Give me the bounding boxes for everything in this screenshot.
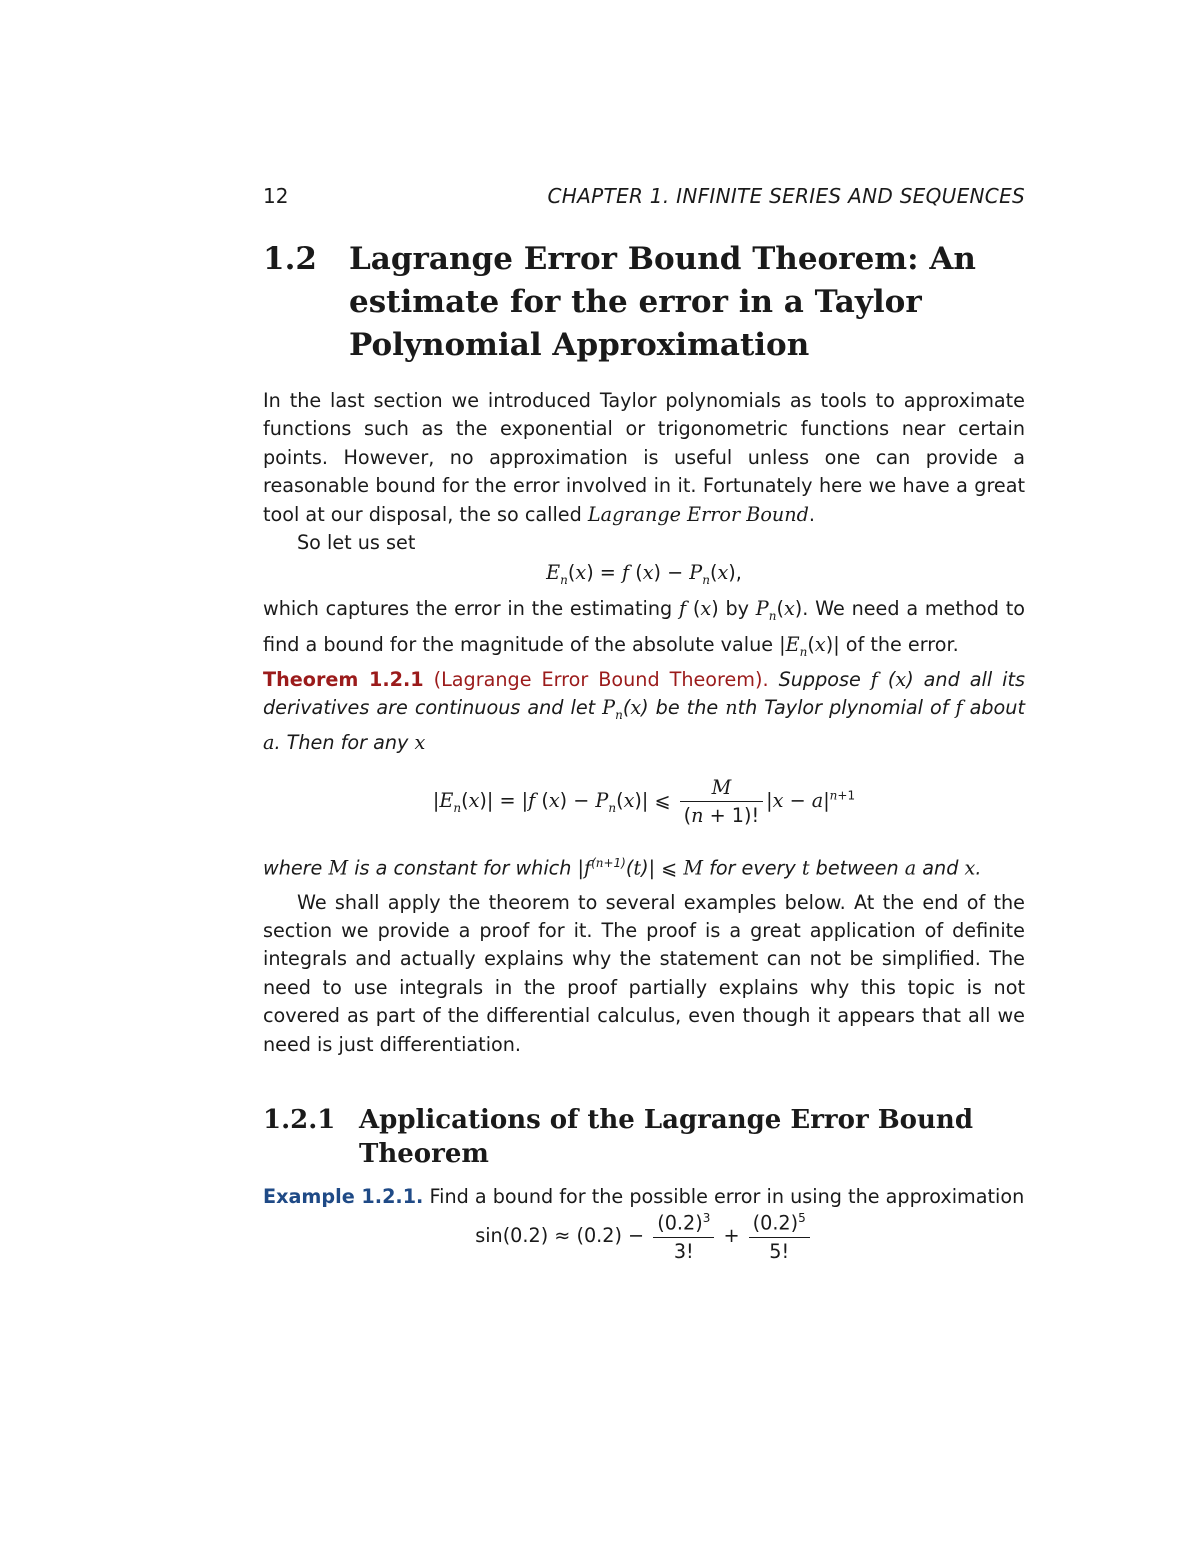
- capture-paragraph: which captures the error in the estimating f (x) by $P_n(x)$. We need a method to find a bound for the magnitude of the absolute value $|E_n(x)|$ of the error.: [263, 597, 1025, 659]
- section-heading: [263, 238, 1025, 367]
- error-definition-equation: $E_n(x) = f$ $(x) - P_n(x)$,: [546, 561, 742, 588]
- section-title: Lagrange Error Bound Theorem: An estimate for the error in a Taylor Polynomial Approximation: [349, 241, 976, 363]
- theorem-label: Theorem 1.2.1: [263, 667, 424, 691]
- subsection-heading: [263, 1103, 1025, 1171]
- emphasis-lagrange: Lagrange Error Bound: [587, 502, 809, 526]
- chapter-title: CHAPTER 1. INFINITE SERIES AND SEQUENCES: [547, 184, 1025, 208]
- example-label: Example 1.2.1.: [263, 1185, 424, 1209]
- subsection-number: 1.2.1: [263, 1105, 336, 1136]
- theorem-name: (Lagrange Error Bound Theorem).: [433, 667, 769, 691]
- theorem-statement: Theorem 1.2.1 (Lagrange Error Bound Theorem). Suppose f (x) and all its derivatives are continuous and let $P_n(x)$ be the nth Taylor plynomial of f about a. Then for any x: [263, 667, 1025, 755]
- running-head: [263, 180, 1025, 212]
- set-paragraph: So let us set: [297, 531, 416, 555]
- page-number: 12: [263, 184, 289, 208]
- section-number: 1.2: [263, 241, 317, 277]
- sine-approximation-equation: sin(0.2) ≈ (0.2) − $\frac{(0.2)^3}{3!}$ + $\frac{(0.2)^5}{5!}$: [263, 1211, 1025, 1262]
- theorem-condition: where M is a constant for which $|f^{(n+1)}(t)|$ ⩽ M for every t between a and x.: [263, 855, 982, 880]
- lagrange-bound-equation: $|E_n(x)| = |f$ $(x) - P_n(x)|$ ⩽ $\frac{M}{(n + 1)!}$ $|x - a|^{n+1}$: [432, 775, 856, 827]
- page: [263, 180, 1025, 1271]
- discussion-paragraph: We shall apply the theorem to several examples below. At the end of the section we provide a proof for it. The proof is a great application of definite integrals and actually explains why the statement can not be simplified. The need to use integrals in the proof partially explains why this topic is not covered as part of the differential calculus, even though it appears that all we need is just differentiation.: [263, 890, 1025, 1056]
- example-paragraph: Example 1.2.1. Find a bound for the possible error in using the approximation: [263, 1185, 1025, 1209]
- subsection-title: Applications of the Lagrange Error Bound Theorem: [359, 1105, 974, 1170]
- intro-paragraph: In the last section we introduced Taylor polynomials as tools to approximate functions such as the exponential or trigonometric functions near certain points. However, no approximation is useful unless one can provide a reasonable bound for the error involved in it. Fortunately here we have a great tool at our disposal, the so called Lagrange Error Bound.: [263, 389, 1025, 526]
